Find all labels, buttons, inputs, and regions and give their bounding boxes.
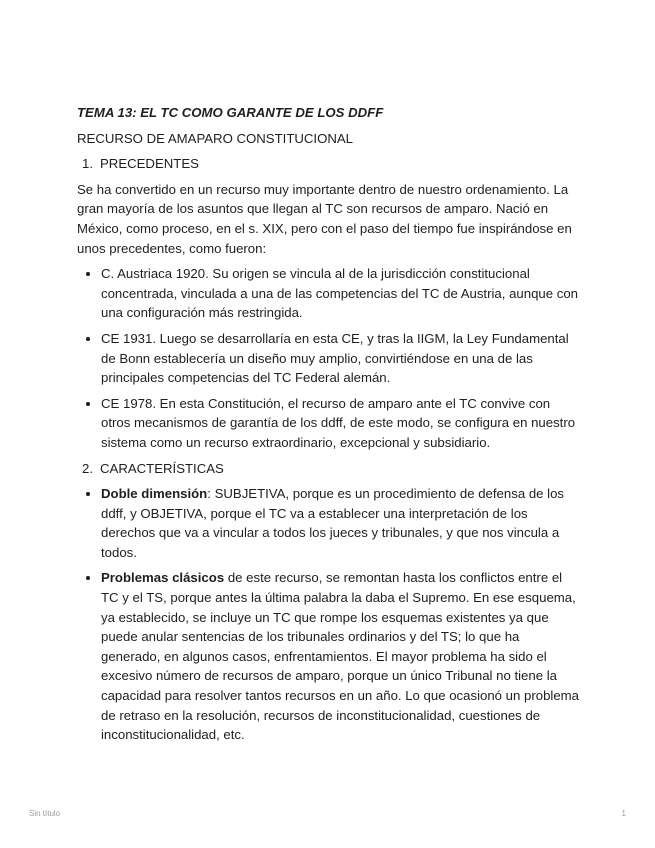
list-item [77,329,579,388]
bullet-icon [86,337,90,341]
list-item-text: : SUBJETIVA, porque es un procedimiento de defensa de los ddff, y OBJETIVA, porque el TC va a establecer una interpretación de los derechos que va a vincular a todos los jueces y tribunales, y que nos vincula a todos. [101,486,565,560]
list-item-text: C. Austriaca 1920. Su origen se vincula al de la jurisdicción constitucional concentrada, vinculada a una de las competencias del TC de Austria, aunque con una configuración más restringida. [101,266,579,321]
list-item-text: CE 1931. Luego se desarrollaría en esta CE, y tras la IIGM, la Ley Fundamental de Bonn establecería un diseño muy amplio, convirtiéndose en una de las principales competencias del TC Federal alemán. [101,330,569,386]
document-title: TEMA 13: EL TC COMO GARANTE DE LOS DDFF [77,105,384,120]
list-item [77,484,579,562]
bullet-icon [86,492,90,496]
section-number: 1. [82,156,93,172]
bullet-icon [86,402,90,406]
section-number: 2. [82,460,93,476]
section-heading-text: PRECEDENTES [100,156,199,172]
list-item [77,394,579,453]
bullet-icon [86,272,90,276]
list-item [77,264,579,323]
section-heading-text: CARACTERÍSTICAS [100,460,224,476]
footer-document-name: Sin título [29,809,61,818]
footer-page-number: 1 [621,809,626,818]
bullet-icon [86,576,90,580]
section-heading-precedentes [77,154,579,174]
list-item [77,568,579,744]
document-page [77,103,579,751]
list-item-bold-lead: Problemas clásicos [101,570,225,586]
precedentes-list [77,264,579,452]
document-subtitle: RECURSO DE AMAPARO CONSTITUCIONAL [77,130,353,146]
list-item-text: de este recurso, se remontan hasta los conflictos entre el TC y el TS, porque antes la última palabra la daba el Supremo. En ese esquema, ya establecido, se incluye un TC que rompe los esquemas existentes ya que puede anular sentencias de los tribunales ordinarios y del TS; lo que ha generado, en algunos casos, enfrentamientos. El mayor problema ha sido el excesivo número de recursos de amparo, porque un único Tribunal no tiene la capacidad para resolver tantos recursos en un año. Lo que ocasionó un problema de retraso en la resolución, recursos de inconstitucionalidad, cuestiones de inconstitucionalidad, etc. [101,570,579,743]
list-item-bold-lead: Doble dimensión [101,486,208,502]
list-item-text: CE 1978. En esta Constitución, el recurso de amparo ante el TC convive con otros mecanismos de garantía de los ddff, de este modo, se configura en nuestro sistema como un recurso extraordinario, excepcional y subsidiario. [101,395,576,450]
section-heading-caracteristicas [77,459,579,479]
caracteristicas-list [77,484,579,745]
section-intro-paragraph: Se ha convertido en un recurso muy importante dentro de nuestro ordenamiento. La gran mayoría de los asuntos que llegan al TC son recursos de amparo. Nació en México, como proceso, en el s. XIX, pero con el paso del tiempo fue inspirándose en unos precedentes, como fueron: [77,181,572,256]
